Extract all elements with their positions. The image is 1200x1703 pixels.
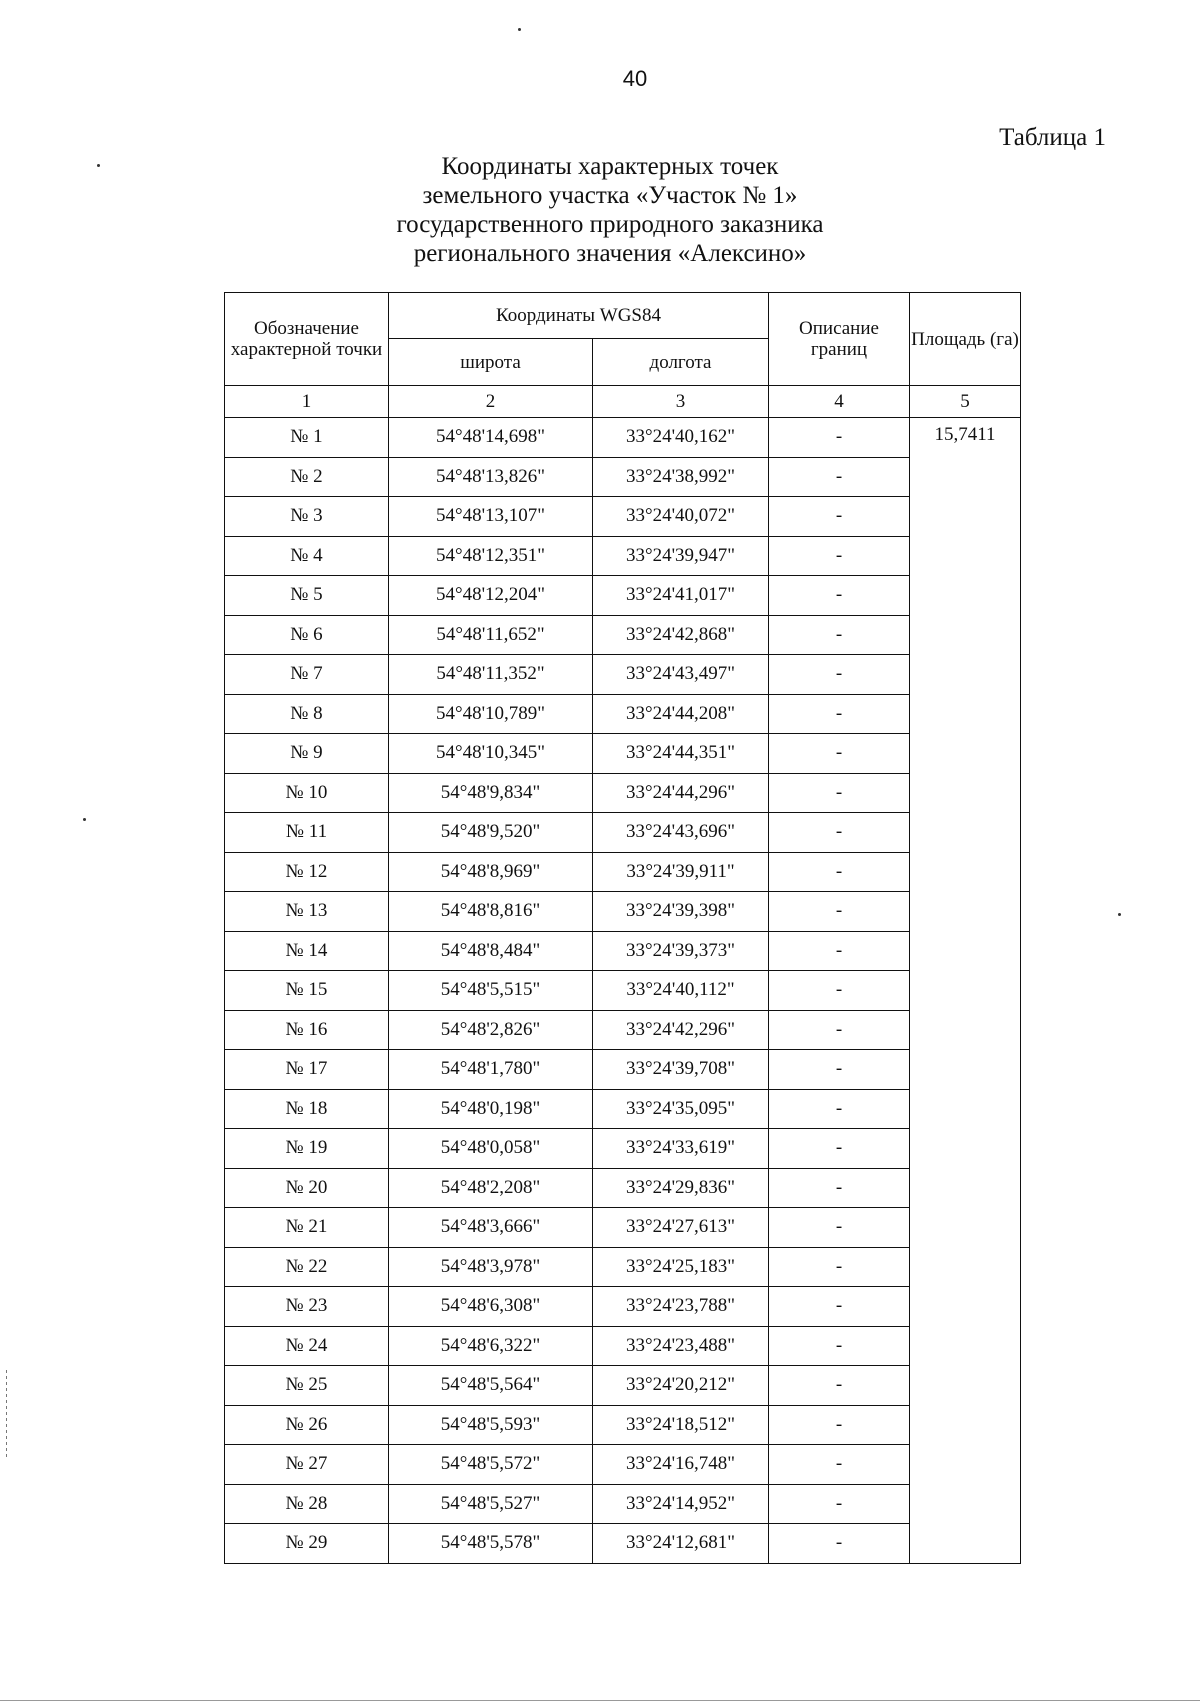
longitude-cell: 33°24'43,696" <box>593 813 769 853</box>
point-cell: № 10 <box>225 773 389 813</box>
longitude-cell: 33°24'29,836" <box>593 1168 769 1208</box>
table-row <box>225 418 1021 458</box>
boundary-description-cell: - <box>769 1287 910 1327</box>
longitude-cell: 33°24'23,788" <box>593 1287 769 1327</box>
longitude-cell: 33°24'43,497" <box>593 655 769 695</box>
point-cell: № 3 <box>225 497 389 537</box>
table-row <box>225 457 1021 497</box>
boundary-description-cell: - <box>769 1484 910 1524</box>
table-row <box>225 497 1021 537</box>
boundary-description-cell: - <box>769 615 910 655</box>
longitude-cell: 33°24'39,947" <box>593 536 769 576</box>
latitude-cell: 54°48'0,198" <box>389 1089 593 1129</box>
latitude-cell: 54°48'2,826" <box>389 1010 593 1050</box>
table-row <box>225 931 1021 971</box>
point-cell: № 5 <box>225 576 389 616</box>
boundary-description-cell: - <box>769 576 910 616</box>
latitude-cell: 54°48'6,308" <box>389 1287 593 1327</box>
point-cell: № 29 <box>225 1524 389 1564</box>
point-cell: № 12 <box>225 852 389 892</box>
boundary-description-cell: - <box>769 1168 910 1208</box>
table-row <box>225 1326 1021 1366</box>
longitude-cell: 33°24'38,992" <box>593 457 769 497</box>
point-cell: № 22 <box>225 1247 389 1287</box>
latitude-cell: 54°48'8,969" <box>389 852 593 892</box>
latitude-cell: 54°48'1,780" <box>389 1050 593 1090</box>
longitude-cell: 33°24'23,488" <box>593 1326 769 1366</box>
point-cell: № 27 <box>225 1445 389 1485</box>
latitude-cell: 54°48'9,834" <box>389 773 593 813</box>
table-row <box>225 1366 1021 1406</box>
longitude-cell: 33°24'42,868" <box>593 615 769 655</box>
boundary-description-cell: - <box>769 931 910 971</box>
point-cell: № 19 <box>225 1129 389 1169</box>
longitude-cell: 33°24'16,748" <box>593 1445 769 1485</box>
column-number: 5 <box>910 386 1021 418</box>
point-cell: № 24 <box>225 1326 389 1366</box>
column-number: 2 <box>389 386 593 418</box>
scan-speck <box>83 818 86 821</box>
table-row <box>225 1168 1021 1208</box>
boundary-description-cell: - <box>769 1524 910 1564</box>
boundary-description-cell: - <box>769 497 910 537</box>
point-cell: № 2 <box>225 457 389 497</box>
boundary-description-cell: - <box>769 1010 910 1050</box>
point-cell: № 28 <box>225 1484 389 1524</box>
header-area: Площадь (га) <box>910 293 1021 386</box>
table-row <box>225 1010 1021 1050</box>
header-boundary: Описание границ <box>769 293 910 386</box>
point-cell: № 21 <box>225 1208 389 1248</box>
scan-bottom-edge <box>0 1700 1200 1701</box>
boundary-description-cell: - <box>769 655 910 695</box>
point-cell: № 20 <box>225 1168 389 1208</box>
longitude-cell: 33°24'39,398" <box>593 892 769 932</box>
longitude-cell: 33°24'44,351" <box>593 734 769 774</box>
boundary-description-cell: - <box>769 734 910 774</box>
table-title <box>0 152 1200 268</box>
longitude-cell: 33°24'39,373" <box>593 931 769 971</box>
longitude-cell: 33°24'25,183" <box>593 1247 769 1287</box>
longitude-cell: 33°24'40,162" <box>593 418 769 458</box>
boundary-description-cell: - <box>769 971 910 1011</box>
point-cell: № 23 <box>225 1287 389 1327</box>
latitude-cell: 54°48'5,515" <box>389 971 593 1011</box>
page-number: 40 <box>622 66 648 91</box>
title-line: регионального значения «Алексино» <box>413 240 807 267</box>
boundary-description-cell: - <box>769 1050 910 1090</box>
table-row <box>225 734 1021 774</box>
table-label: Таблица 1 <box>999 124 1106 151</box>
table-row <box>225 1089 1021 1129</box>
point-cell: № 1 <box>225 418 389 458</box>
boundary-description-cell: - <box>769 852 910 892</box>
scan-speck <box>518 28 521 31</box>
latitude-cell: 54°48'13,826" <box>389 457 593 497</box>
boundary-description-cell: - <box>769 1326 910 1366</box>
latitude-cell: 54°48'5,572" <box>389 1445 593 1485</box>
table-row <box>225 1247 1021 1287</box>
table-row <box>225 1287 1021 1327</box>
column-number: 1 <box>225 386 389 418</box>
point-cell: № 25 <box>225 1366 389 1406</box>
point-cell: № 6 <box>225 615 389 655</box>
table-row <box>225 1445 1021 1485</box>
boundary-description-cell: - <box>769 418 910 458</box>
latitude-cell: 54°48'5,593" <box>389 1405 593 1445</box>
point-cell: № 16 <box>225 1010 389 1050</box>
header-latitude: широта <box>389 339 593 386</box>
point-cell: № 9 <box>225 734 389 774</box>
latitude-cell: 54°48'13,107" <box>389 497 593 537</box>
longitude-cell: 33°24'27,613" <box>593 1208 769 1248</box>
table-row <box>225 576 1021 616</box>
area-cell: 15,7411 <box>910 418 1021 1564</box>
table-row <box>225 1405 1021 1445</box>
latitude-cell: 54°48'12,351" <box>389 536 593 576</box>
boundary-description-cell: - <box>769 1247 910 1287</box>
table-row <box>225 773 1021 813</box>
point-cell: № 7 <box>225 655 389 695</box>
point-cell: № 18 <box>225 1089 389 1129</box>
table-row <box>225 1524 1021 1564</box>
latitude-cell: 54°48'11,652" <box>389 615 593 655</box>
boundary-description-cell: - <box>769 1366 910 1406</box>
table-row <box>225 971 1021 1011</box>
scan-margin-line <box>6 1370 7 1460</box>
boundary-description-cell: - <box>769 1208 910 1248</box>
latitude-cell: 54°48'12,204" <box>389 576 593 616</box>
point-cell: № 15 <box>225 971 389 1011</box>
latitude-cell: 54°48'14,698" <box>389 418 593 458</box>
table-row <box>225 1129 1021 1169</box>
longitude-cell: 33°24'40,072" <box>593 497 769 537</box>
longitude-cell: 33°24'44,296" <box>593 773 769 813</box>
point-cell: № 17 <box>225 1050 389 1090</box>
boundary-description-cell: - <box>769 892 910 932</box>
table-row <box>225 852 1021 892</box>
point-cell: № 13 <box>225 892 389 932</box>
header-longitude: долгота <box>593 339 769 386</box>
title-line: земельного участка «Участок № 1» <box>422 182 798 209</box>
column-number: 3 <box>593 386 769 418</box>
longitude-cell: 33°24'12,681" <box>593 1524 769 1564</box>
latitude-cell: 54°48'8,484" <box>389 931 593 971</box>
boundary-description-cell: - <box>769 773 910 813</box>
longitude-cell: 33°24'39,708" <box>593 1050 769 1090</box>
longitude-cell: 33°24'39,911" <box>593 852 769 892</box>
latitude-cell: 54°48'3,666" <box>389 1208 593 1248</box>
longitude-cell: 33°24'35,095" <box>593 1089 769 1129</box>
longitude-cell: 33°24'42,296" <box>593 1010 769 1050</box>
longitude-cell: 33°24'18,512" <box>593 1405 769 1445</box>
table-row <box>225 813 1021 853</box>
boundary-description-cell: - <box>769 694 910 734</box>
boundary-description-cell: - <box>769 536 910 576</box>
longitude-cell: 33°24'33,619" <box>593 1129 769 1169</box>
point-cell: № 8 <box>225 694 389 734</box>
boundary-description-cell: - <box>769 457 910 497</box>
latitude-cell: 54°48'3,978" <box>389 1247 593 1287</box>
latitude-cell: 54°48'11,352" <box>389 655 593 695</box>
table-row <box>225 536 1021 576</box>
table-row <box>225 615 1021 655</box>
scan-speck <box>1118 913 1121 916</box>
longitude-cell: 33°24'40,112" <box>593 971 769 1011</box>
coordinates-table <box>224 292 1021 1564</box>
boundary-description-cell: - <box>769 1405 910 1445</box>
point-cell: № 11 <box>225 813 389 853</box>
boundary-description-cell: - <box>769 1445 910 1485</box>
point-cell: № 4 <box>225 536 389 576</box>
latitude-cell: 54°48'6,322" <box>389 1326 593 1366</box>
title-line: государственного природного заказника <box>396 211 824 238</box>
latitude-cell: 54°48'9,520" <box>389 813 593 853</box>
table-row <box>225 655 1021 695</box>
latitude-cell: 54°48'2,208" <box>389 1168 593 1208</box>
latitude-cell: 54°48'5,578" <box>389 1524 593 1564</box>
header-coords: Координаты WGS84 <box>389 293 769 339</box>
boundary-description-cell: - <box>769 813 910 853</box>
longitude-cell: 33°24'41,017" <box>593 576 769 616</box>
header-point: Обозначение характерной точки <box>225 293 389 386</box>
table-row <box>225 1050 1021 1090</box>
longitude-cell: 33°24'14,952" <box>593 1484 769 1524</box>
table-row <box>225 892 1021 932</box>
title-line: Координаты характерных точек <box>441 153 779 180</box>
latitude-cell: 54°48'5,564" <box>389 1366 593 1406</box>
longitude-cell: 33°24'44,208" <box>593 694 769 734</box>
table-row <box>225 1484 1021 1524</box>
longitude-cell: 33°24'20,212" <box>593 1366 769 1406</box>
point-cell: № 14 <box>225 931 389 971</box>
latitude-cell: 54°48'0,058" <box>389 1129 593 1169</box>
column-number: 4 <box>769 386 910 418</box>
latitude-cell: 54°48'8,816" <box>389 892 593 932</box>
latitude-cell: 54°48'10,789" <box>389 694 593 734</box>
table-row <box>225 1208 1021 1248</box>
column-number-row <box>225 386 1021 418</box>
boundary-description-cell: - <box>769 1129 910 1169</box>
latitude-cell: 54°48'10,345" <box>389 734 593 774</box>
boundary-description-cell: - <box>769 1089 910 1129</box>
point-cell: № 26 <box>225 1405 389 1445</box>
latitude-cell: 54°48'5,527" <box>389 1484 593 1524</box>
table-row <box>225 694 1021 734</box>
